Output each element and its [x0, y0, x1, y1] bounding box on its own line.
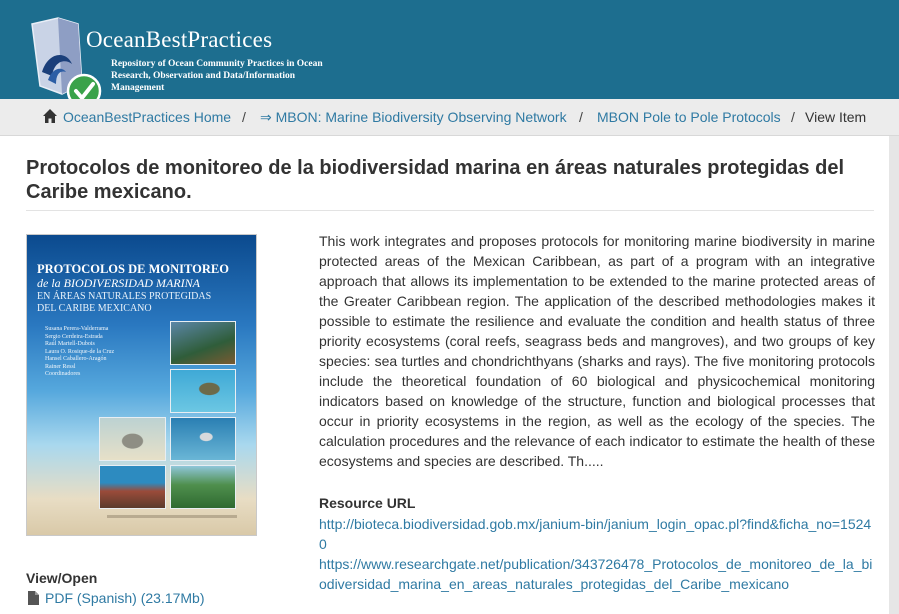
cover-author: Susana Perera-Valderrama	[45, 326, 109, 332]
breadcrumb-current: View Item	[805, 109, 867, 125]
cover-author: Sergio Cerdeira-Estrada	[45, 333, 103, 340]
cover-author: Coordinadores	[45, 371, 81, 377]
cover-title-line: de la BIODIVERSIDAD MARINA	[37, 276, 200, 290]
site-title[interactable]: OceanBestPractices	[86, 27, 273, 52]
site-subtitle: Repository of Ocean Community Practices in Ocean Research, Observation and Data/Information Management	[111, 59, 323, 93]
cover-footer-bar	[107, 515, 237, 518]
breadcrumb	[0, 99, 899, 136]
mangrove-photo	[170, 321, 236, 365]
breadcrumb-home-link[interactable]: OceanBestPractices Home	[63, 109, 232, 125]
resource-url-list	[319, 514, 875, 594]
resource-url-link[interactable]: http://bioteca.biodiversidad.gob.mx/janium-bin/janium_login_opac.pl?find&ficha_no=15240	[319, 516, 872, 552]
site-header	[0, 0, 899, 99]
item-thumbnail[interactable]	[26, 234, 257, 536]
cover-title-line: PROTOCOLOS DE MONITOREO	[37, 262, 229, 276]
cover-author: Laura O. Rosique-de la Cruz	[45, 348, 115, 355]
item-title: Protocolos de monitoreo de la biodiversidad marina en áreas naturales protegidas del Caribe mexicano.	[26, 157, 844, 203]
pdf-download-label[interactable]: PDF (Spanish) (23.17Mb)	[45, 590, 205, 606]
breadcrumb-mbon-link[interactable]: ⇒ MBON: Marine Biodiversity Observing Network	[260, 109, 567, 125]
scrollbar-track[interactable]	[889, 136, 899, 614]
shark-photo	[170, 417, 236, 461]
coral-photo	[99, 465, 166, 509]
cover-title-line: EN ÁREAS NATURALES PROTEGIDAS	[37, 291, 212, 302]
title-divider	[26, 210, 874, 211]
resource-url-link[interactable]: https://www.researchgate.net/publication/343726478_Protocolos_de_monitoreo_de_la_biodiversidad_marina_en_areas_naturales_protegidas_del_Caribe_mexicano	[319, 556, 873, 592]
seagrass-photo	[170, 465, 236, 509]
ray-photo	[99, 417, 166, 461]
cover-authors	[45, 326, 165, 379]
cover-author: Raúl Martell-Dubois	[45, 341, 95, 347]
pdf-download-link[interactable]	[28, 590, 205, 606]
breadcrumb-protocols-link[interactable]: MBON Pole to Pole Protocols	[597, 109, 781, 125]
cover-title-line: DEL CARIBE MEXICANO	[37, 303, 152, 314]
cover-author: Hansel Caballero-Aragón	[45, 356, 107, 362]
turtle-photo	[170, 369, 236, 413]
resource-url-heading: Resource URL	[319, 495, 416, 511]
breadcrumb-separator: /	[791, 109, 795, 125]
home-icon[interactable]	[42, 108, 58, 124]
view-open-heading: View/Open	[26, 570, 98, 586]
breadcrumb-separator: /	[579, 109, 583, 125]
file-icon	[28, 591, 39, 605]
item-abstract: This work integrates and proposes protocols for monitoring marine biodiversity in marine protected areas of the Mexican Caribbean, as part of a program with an integrative approach that allows its implementation to be extended to the marine protected areas of the Greater Caribbean region. The application of the described methodologies makes it possible to estimate the resilience and evaluate the condition and health status of three priority ecosystems (coral reefs, seagrass beds and mangroves), and two groups of key species: sea turtles and chondrichthyans (sharks and rays). The five monitoring protocols include the theoretical foundation of 60 biological and physicochemical monitoring indicators based on knowledge of the structure, function and biological processes that occur in priority ecosystems in the region, as well as the ecology of the species. The calculation procedures and the relevance of each indicator to estimate the health of these ecosystems and species are described. Th.....	[319, 233, 875, 469]
breadcrumb-separator: /	[242, 109, 246, 125]
cover-author: Rainer Ressl	[45, 363, 76, 370]
